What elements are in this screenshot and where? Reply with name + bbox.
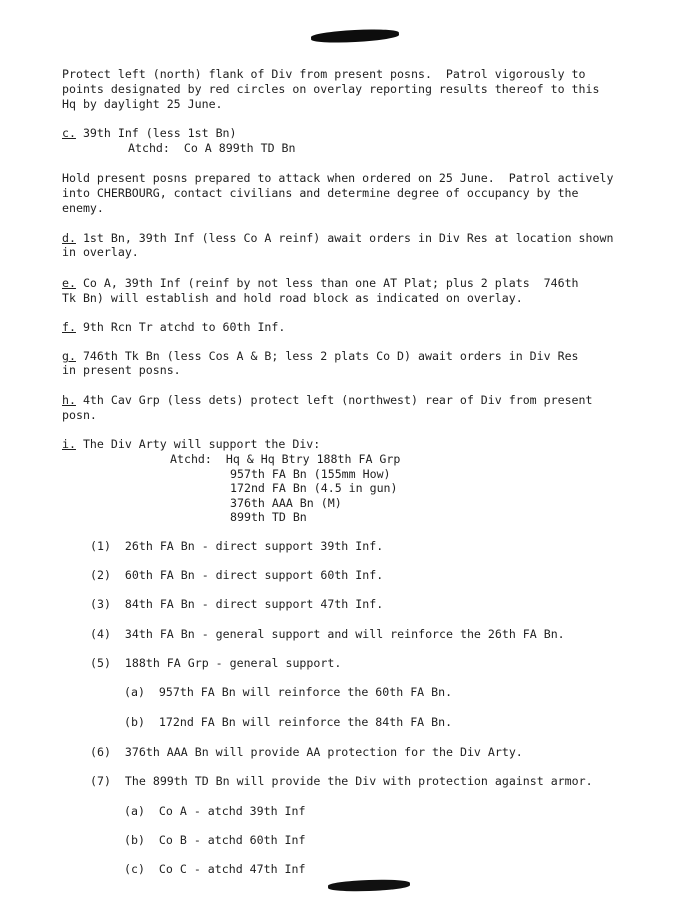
support-item-text: 376th AAA Bn will provide AA protection for the Div Arty. xyxy=(124,745,523,759)
para-f-line-1-text: 9th Rcn Tr atchd to 60th Inf. xyxy=(75,320,286,334)
support-item-number: (5) xyxy=(90,656,111,670)
support-item xyxy=(90,745,523,760)
para-h-line-1 xyxy=(62,393,593,408)
support-item-number: (6) xyxy=(90,745,111,759)
support-subitem-text: 957th FA Bn will reinforce the 60th FA Bn. xyxy=(158,685,453,699)
para-a-line-1: Protect left (north) flank of Div from present posns. Patrol vigorously to xyxy=(62,67,586,81)
redaction-mark-bottom xyxy=(328,879,410,893)
support-subitem-letter: (b) xyxy=(124,833,145,847)
support-subitem-letter: (c) xyxy=(124,862,145,876)
support-subitem xyxy=(124,862,306,877)
support-item-number: (7) xyxy=(90,774,111,788)
para-c-line-2: into CHERBOURG, contact civilians and determine degree of occupancy by the xyxy=(62,186,579,200)
para-e-line-1 xyxy=(62,276,579,291)
support-item xyxy=(90,774,593,789)
para-f-line-1 xyxy=(62,320,285,335)
support-item-text: 84th FA Bn - direct support 47th Inf. xyxy=(124,597,384,611)
support-item-text: 34th FA Bn - general support and will reinforce the 26th FA Bn. xyxy=(124,627,565,641)
para-i-line-1-text: The Div Arty will support the Div: xyxy=(75,437,321,451)
para-g-line-1 xyxy=(62,349,579,364)
support-subitem-letter: (a) xyxy=(124,804,145,818)
para-g-line-1-text: 746th Tk Bn (less Cos A & B; less 2 plats Co D) await orders in Div Res xyxy=(75,349,579,363)
para-d-letter: d. xyxy=(62,231,76,245)
support-subitem xyxy=(124,685,452,700)
para-a-line-3: Hq by daylight 25 June. xyxy=(62,97,223,111)
para-h-line-1-text: 4th Cav Grp (less dets) protect left (northwest) rear of Div from present xyxy=(75,393,593,407)
para-e-letter: e. xyxy=(62,276,76,290)
support-subitem-text: Co A - atchd 39th Inf xyxy=(158,804,306,818)
support-item xyxy=(90,539,383,554)
para-f-letter: f. xyxy=(62,320,76,334)
para-i-line-1 xyxy=(62,437,320,452)
para-d-line-1 xyxy=(62,231,613,246)
support-subitem xyxy=(124,833,306,848)
support-subitem xyxy=(124,715,452,730)
support-subitem-letter: (a) xyxy=(124,685,145,699)
para-e-line-2: Tk Bn) will establish and hold road block as indicated on overlay. xyxy=(62,291,523,305)
para-d-line-2: in overlay. xyxy=(62,245,139,259)
para-g-line-2: in present posns. xyxy=(62,363,181,377)
redaction-mark-top xyxy=(311,28,400,45)
support-subitem-text: 172nd FA Bn will reinforce the 84th FA Bn. xyxy=(158,715,453,729)
support-subitem-text: Co B - atchd 60th Inf xyxy=(158,833,306,847)
para-g-letter: g. xyxy=(62,349,76,363)
para-c-attached: Atchd: Co A 899th TD Bn xyxy=(128,141,296,155)
arty-attached-line: 376th AAA Bn (M) xyxy=(230,496,342,510)
support-item-text: 188th FA Grp - general support. xyxy=(124,656,342,670)
support-subitem-letter: (b) xyxy=(124,715,145,729)
arty-attached-line: 957th FA Bn (155mm How) xyxy=(230,467,391,481)
support-subitem-text: Co C - atchd 47th Inf xyxy=(158,862,306,876)
support-item-number: (4) xyxy=(90,627,111,641)
support-item xyxy=(90,568,383,583)
support-item-text: 60th FA Bn - direct support 60th Inf. xyxy=(124,568,384,582)
support-item xyxy=(90,627,565,642)
arty-attached-line: 899th TD Bn xyxy=(230,510,307,524)
para-h-line-2: posn. xyxy=(62,408,97,422)
arty-attached-line: 172nd FA Bn (4.5 in gun) xyxy=(230,481,398,495)
support-subitem xyxy=(124,804,306,819)
para-a-line-2: points designated by red circles on overlay reporting results thereof to this xyxy=(62,82,600,96)
arty-attached-line: Atchd: Hq & Hq Btry 188th FA Grp xyxy=(170,452,401,466)
para-e-line-1-text: Co A, 39th Inf (reinf by not less than one AT Plat; plus 2 plats 746th xyxy=(75,276,579,290)
para-d-line-1-text: 1st Bn, 39th Inf (less Co A reinf) await orders in Div Res at location shown xyxy=(75,231,614,245)
para-c-heading-text: 39th Inf (less 1st Bn) xyxy=(75,126,237,140)
support-item-text: The 899th TD Bn will provide the Div with protection against armor. xyxy=(124,774,593,788)
support-item-number: (3) xyxy=(90,597,111,611)
support-item xyxy=(90,597,383,612)
support-item-number: (1) xyxy=(90,539,111,553)
para-c-line-3: enemy. xyxy=(62,201,104,215)
support-item-number: (2) xyxy=(90,568,111,582)
para-c-letter: c. xyxy=(62,126,76,140)
para-i-letter: i. xyxy=(62,437,76,451)
para-c-line-1: Hold present posns prepared to attack when ordered on 25 June. Patrol actively xyxy=(62,171,614,185)
para-c-heading xyxy=(62,126,237,141)
support-item-text: 26th FA Bn - direct support 39th Inf. xyxy=(124,539,384,553)
support-item xyxy=(90,656,341,671)
para-h-letter: h. xyxy=(62,393,76,407)
